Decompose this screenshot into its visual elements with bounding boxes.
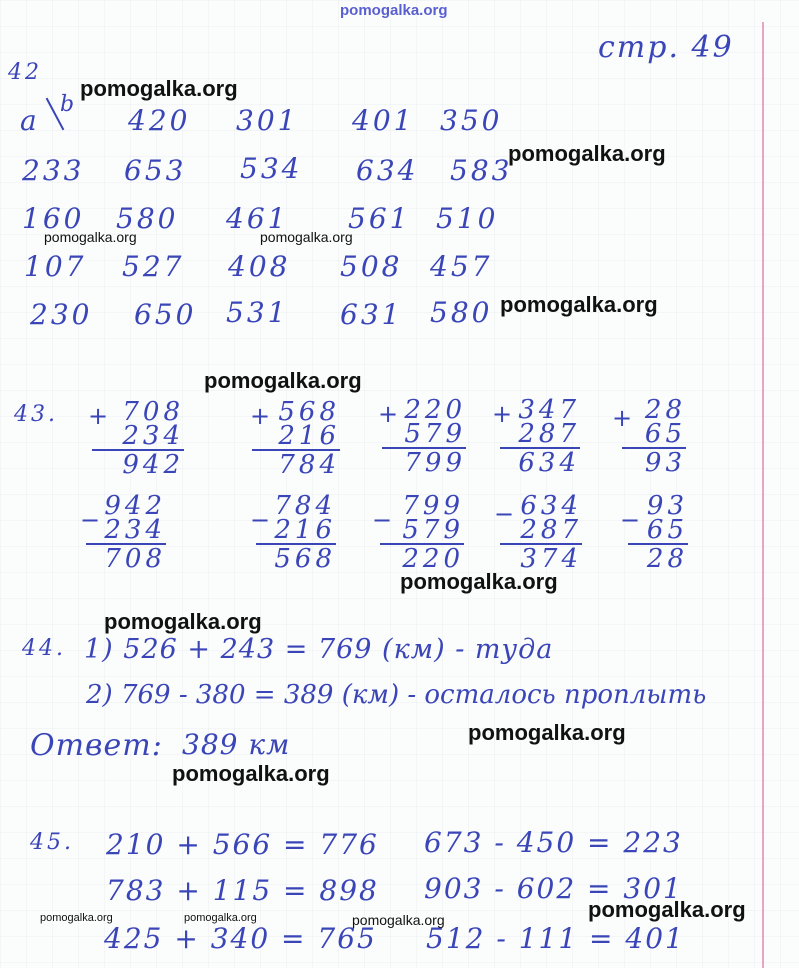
ex42-cell: 634: [356, 154, 419, 187]
plus-sign: +: [88, 402, 109, 430]
operand-b: 579: [404, 419, 466, 449]
operand-a: 568: [278, 397, 340, 427]
operand-a: 784: [274, 491, 336, 521]
ex42-cell: 561: [348, 202, 411, 235]
minus-sign: −: [250, 506, 271, 534]
watermark: pomogalka.org: [260, 229, 353, 245]
ex43-addition-1: [92, 397, 184, 480]
operand-b: 234: [122, 421, 184, 451]
ex42-cell: 534: [240, 152, 303, 185]
ex42-cell: 653: [124, 154, 187, 187]
watermark: pomogalka.org: [352, 912, 445, 928]
operand-b: 216: [278, 421, 340, 451]
ex44-answer-label: Ответ:: [30, 728, 163, 763]
ex42-cell: 160: [22, 202, 85, 235]
watermark: pomogalka.org: [588, 897, 746, 922]
operand-a: 942: [104, 491, 166, 521]
ex45-left-3: 425 + 340 = 765: [104, 922, 377, 955]
plus-sign: +: [492, 400, 513, 428]
watermark: pomogalka.org: [104, 609, 262, 634]
ex45-left-1: 210 + 566 = 776: [106, 828, 379, 861]
ex43-addition-4: [500, 395, 580, 478]
ex43-subtraction-3: [380, 491, 464, 574]
ex42-cell: 457: [430, 250, 493, 283]
ex42-cell: 508: [340, 250, 403, 283]
operand-b: 65: [646, 515, 688, 545]
ex42-head-b: b: [60, 92, 78, 117]
ex42-head-a: a: [20, 104, 40, 137]
watermark: pomogalka.org: [184, 912, 257, 924]
watermark: pomogalka.org: [400, 569, 558, 594]
watermark: pomogalka.org: [80, 76, 238, 101]
operand-a: 634: [520, 491, 582, 521]
result: 799: [404, 448, 466, 478]
ex42-cell: 650: [134, 298, 197, 331]
ex42-cell: 230: [30, 298, 93, 331]
ex45-number: 45.: [30, 830, 74, 855]
ex43-subtraction-1: [86, 491, 166, 574]
watermark: pomogalka.org: [44, 229, 137, 245]
watermark: pomogalka.org: [500, 292, 658, 317]
result: 942: [122, 450, 184, 480]
ex43-subtraction-4: [500, 491, 582, 574]
result: 28: [646, 544, 688, 574]
operand-b: 287: [518, 419, 580, 449]
ex43-number: 43.: [14, 402, 58, 427]
margin-line: [762, 22, 764, 968]
operand-b: 287: [520, 515, 582, 545]
operand-a: 93: [646, 491, 688, 521]
ex43-addition-3: [382, 395, 466, 478]
ex42-cell: 580: [430, 296, 493, 329]
result: 568: [274, 544, 336, 574]
watermark: pomogalka.org: [172, 761, 330, 786]
result: 374: [520, 544, 582, 574]
ex43-addition-5: [622, 395, 686, 478]
ex42-header-cell: 301: [236, 104, 299, 137]
ex42-header-cell: 420: [128, 104, 191, 137]
ex43-subtraction-2: [256, 491, 336, 574]
ex42-cell: 583: [450, 154, 513, 187]
watermark: pomogalka.org: [40, 912, 113, 924]
plus-sign: +: [250, 402, 271, 430]
ex45-left-2: 783 + 115 = 898: [106, 874, 379, 907]
ex45-right-2: 903 - 602 = 301: [424, 872, 683, 905]
ex43-subtraction-5: [628, 491, 688, 574]
ex44-number: 44.: [22, 636, 66, 661]
minus-sign: −: [494, 500, 515, 528]
ex44-step-2: 2) 769 - 380 = 389 (км) - осталось проплыть: [86, 680, 707, 710]
ex42-number: 42: [8, 60, 42, 85]
result: 708: [104, 544, 166, 574]
ex42-cell: 580: [116, 202, 179, 235]
operand-a: 347: [518, 395, 580, 425]
ex42-cell: 107: [24, 250, 87, 283]
operand-b: 65: [644, 419, 686, 449]
minus-sign: −: [80, 506, 101, 534]
operand-b: 579: [402, 515, 464, 545]
ex42-cell: 631: [340, 298, 403, 331]
operand-a: 708: [122, 397, 184, 427]
watermark: pomogalka.org: [508, 141, 666, 166]
ex42-cell: 510: [436, 202, 499, 235]
watermark: pomogalka.org: [468, 720, 626, 745]
result: 93: [644, 448, 686, 478]
ex43-addition-2: [252, 397, 340, 480]
operand-a: 220: [404, 395, 466, 425]
ex42-cell: 461: [226, 202, 289, 235]
ex42-cell: 408: [228, 250, 291, 283]
result: 634: [518, 448, 580, 478]
ex45-right-3: 512 - 111 = 401: [426, 922, 685, 955]
plus-sign: +: [612, 404, 633, 432]
result: 784: [278, 450, 340, 480]
watermark-top[interactable]: pomogalka.org: [340, 2, 448, 19]
ex44-step-1: 1) 526 + 243 = 769 (км) - туда: [84, 634, 554, 665]
watermark: pomogalka.org: [204, 368, 362, 393]
operand-b: 216: [274, 515, 336, 545]
page-label: стр. 49: [598, 30, 734, 65]
minus-sign: −: [620, 506, 641, 534]
result: 220: [402, 544, 464, 574]
ex42-cell: 527: [122, 250, 185, 283]
operand-a: 799: [402, 491, 464, 521]
minus-sign: −: [372, 506, 393, 534]
operand-a: 28: [644, 395, 686, 425]
ex44-answer-value: 389 км: [182, 728, 291, 761]
ex45-right-1: 673 - 450 = 223: [424, 826, 683, 859]
plus-sign: +: [378, 400, 399, 428]
operand-b: 234: [104, 515, 166, 545]
ex42-cell: 233: [22, 154, 85, 187]
ex42-header-cell: 350: [440, 104, 503, 137]
ex42-cell: 531: [226, 296, 289, 329]
ex42-header-cell: 401: [352, 104, 415, 137]
